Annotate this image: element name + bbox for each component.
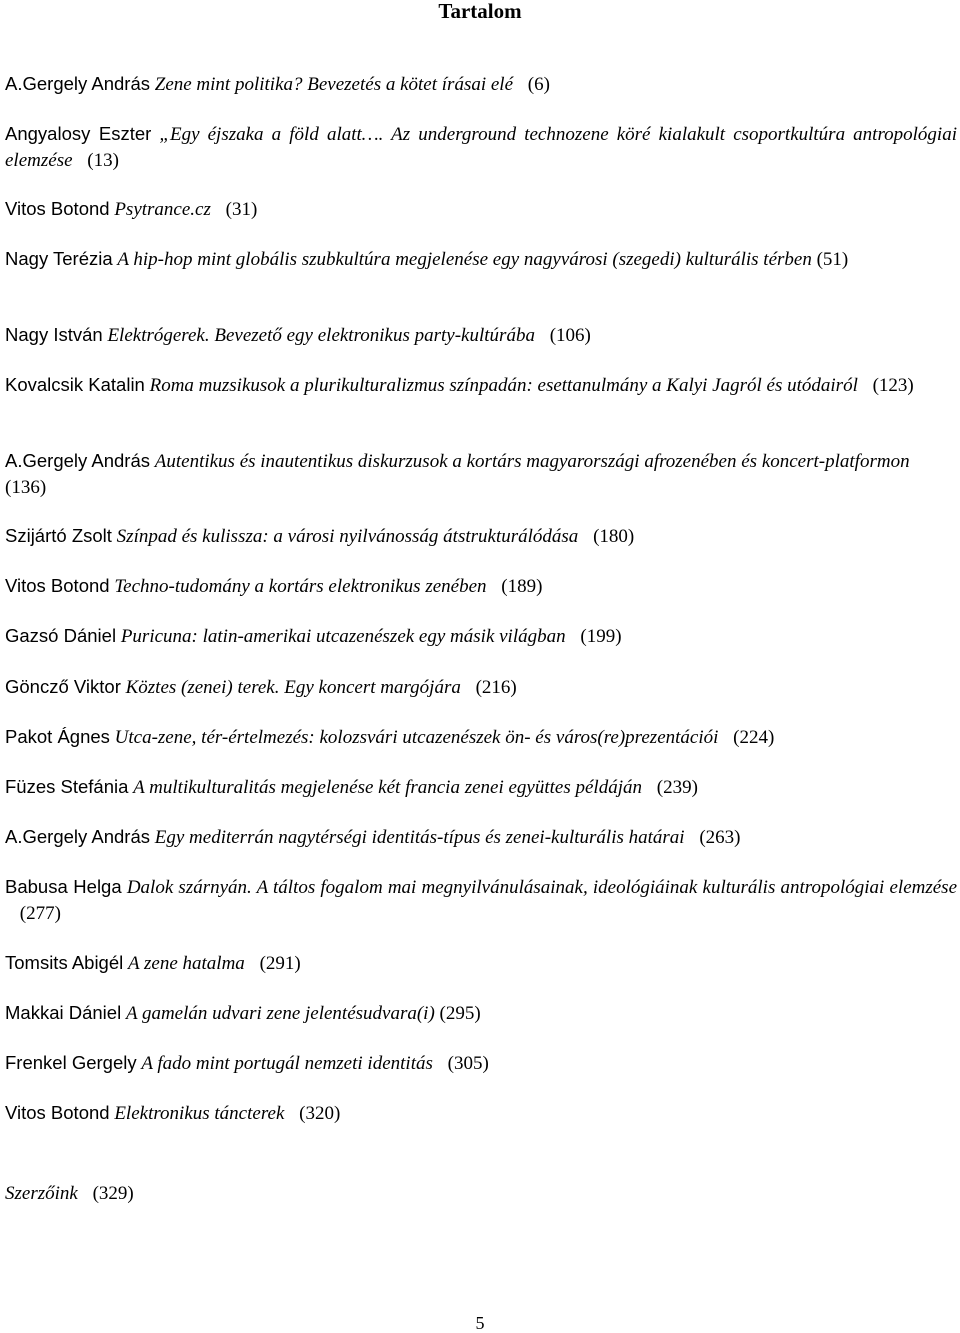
toc-entry	[5, 674, 957, 701]
entry-pages: (199)	[580, 626, 622, 647]
entry-pages: (291)	[259, 953, 301, 974]
entry-author: Tomsits Abigél	[5, 952, 124, 973]
entry-pages: (277)	[19, 902, 61, 924]
entry-title: Roma muzsikusok a plurikulturalizmus színpadán: esettanulmány a Kalyi Jagról és utódairól	[149, 375, 858, 396]
entry-title: Techno-tudomány a kortárs elektronikus zenében	[114, 576, 487, 597]
toc-entry	[5, 950, 957, 977]
entry-pages: (136)	[5, 476, 47, 498]
toc-entry	[5, 246, 957, 273]
entry-title: Színpad és kulissza: a városi nyilvánosság átstrukturálódása	[116, 526, 579, 547]
entry-author: Babusa Helga	[5, 876, 122, 897]
entry-author: Göncző Viktor	[5, 676, 121, 697]
entry-title: Psytrance.cz	[114, 199, 211, 220]
entry-title: Zene mint politika? Bevezetés a kötet írásai elé	[154, 74, 514, 95]
entry-author: Makkai Dániel	[5, 1002, 122, 1023]
entry-author: Gazsó Dániel	[5, 625, 117, 646]
toc-entry	[5, 573, 957, 600]
entry-author: Frenkel Gergely	[5, 1052, 137, 1073]
toc-entry	[5, 1000, 957, 1027]
toc-entry	[5, 1181, 957, 1207]
toc-entry	[5, 322, 957, 349]
entry-title: A zene hatalma	[128, 953, 245, 974]
toc-entry	[5, 874, 957, 926]
toc-entry	[5, 1100, 957, 1127]
entry-author: Vitos Botond	[5, 575, 110, 596]
page-title: Tartalom	[438, 0, 522, 23]
entry-pages: (305)	[447, 1053, 489, 1074]
entry-title: A multikulturalitás megjelenése két francia zenei együttes példáján	[133, 777, 642, 798]
entry-title: Köztes (zenei) terek. Egy koncert margójára	[125, 677, 461, 698]
toc-entry	[5, 724, 957, 751]
entry-title: Egy mediterrán nagytérségi identitás-típus és zenei-kulturális határai	[154, 827, 685, 848]
entry-author: Kovalcsik Katalin	[5, 374, 145, 395]
entry-pages: (31)	[225, 199, 258, 220]
entry-pages: (106)	[549, 325, 591, 346]
page-number: 5	[475, 1313, 485, 1333]
entry-title: A hip-hop mint globális szubkultúra megjelenése egy nagyvárosi (szegedi) kulturális térben	[117, 249, 812, 270]
entry-pages: (6)	[527, 74, 550, 95]
entry-author: A.Gergely András	[5, 826, 150, 847]
entry-author: A.Gergely András	[5, 73, 150, 94]
entry-title: Elektronikus táncterek	[114, 1103, 285, 1124]
toc-entry	[5, 1050, 957, 1077]
entry-author: Szijártó Zsolt	[5, 525, 112, 546]
entry-pages: (295)	[439, 1003, 481, 1024]
entry-pages: (239)	[656, 777, 698, 798]
entry-author: Füzes Stefánia	[5, 776, 129, 797]
entry-title: Szerzőink	[5, 1183, 78, 1204]
entry-pages: (263)	[699, 827, 741, 848]
entry-author: Vitos Botond	[5, 198, 110, 219]
toc-entry	[5, 71, 957, 98]
entry-author: Pakot Ágnes	[5, 726, 110, 747]
entry-pages: (180)	[593, 526, 635, 547]
entry-pages: (123)	[872, 375, 914, 396]
entry-pages: (51)	[816, 249, 849, 270]
entry-pages: (329)	[92, 1183, 134, 1204]
toc-entry	[5, 372, 957, 399]
toc-entry	[5, 523, 957, 550]
entry-author: Nagy Terézia	[5, 248, 113, 269]
entry-pages: (224)	[733, 727, 775, 748]
toc-entry	[5, 448, 957, 500]
toc-entry	[5, 623, 957, 650]
toc-entry	[5, 121, 957, 173]
entry-title: Dalok szárnyán. A táltos fogalom mai megnyilvánulásainak, ideológiáinak kulturális antropológiai elemzése	[126, 877, 957, 898]
entry-pages: (13)	[87, 149, 119, 171]
entry-title: A fado mint portugál nemzeti identitás	[141, 1053, 433, 1074]
entry-title: A gamelán udvari zene jelentésudvara(i)	[125, 1003, 435, 1024]
entry-title: Puricuna: latin-amerikai utcazenészek egy másik világban	[120, 626, 566, 647]
entry-author: Nagy István	[5, 324, 103, 345]
entry-author: Vitos Botond	[5, 1102, 110, 1123]
entry-pages: (320)	[299, 1103, 341, 1124]
entry-pages: (216)	[475, 677, 517, 698]
entry-title: Utca-zene, tér-értelmezés: kolozsvári utcazenészek ön- és város(re)prezentációi	[114, 727, 719, 748]
entry-title: „Egy éjszaka a föld alatt…. Az underground technozene köré kialakult csoportkultúra antropológiai elemzése	[5, 124, 957, 171]
entry-author: Angyalosy Eszter	[5, 123, 152, 144]
toc-entry	[5, 774, 957, 801]
toc-entry	[5, 824, 957, 851]
entry-title: Elektrógerek. Bevezető egy elektronikus party-kultúrába	[107, 325, 535, 346]
entry-title: Autentikus és inautentikus diskurzusok a kortárs magyarországi afrozenében és koncert-platformon	[154, 451, 910, 472]
entry-pages: (189)	[501, 576, 543, 597]
toc-entry	[5, 196, 957, 223]
entry-author: A.Gergely András	[5, 450, 150, 471]
